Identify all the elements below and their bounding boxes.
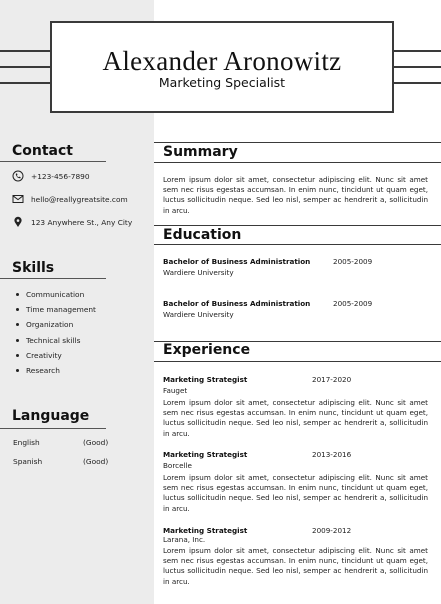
location-pin-icon: [12, 216, 24, 228]
skills-rule: [0, 278, 106, 279]
education-dates: 2005-2009: [333, 257, 373, 266]
education-degree: Bachelor of Business Administration: [163, 257, 311, 266]
skills-heading: Skills: [12, 260, 55, 276]
contact-phone: [12, 169, 90, 183]
header-line-left-3: [0, 82, 50, 84]
education-bottom-rule: [154, 244, 441, 245]
skill-item: Creativity: [16, 350, 96, 365]
phone-text: +123-456-7890: [31, 171, 90, 181]
email-icon: [12, 193, 24, 205]
summary-heading: Summary: [163, 144, 238, 160]
header-line-left-2: [0, 66, 50, 68]
experience-text: Lorem ipsum dolor sit amet, consectetur adipiscing elit. Nunc sit amet sem nec risus egestas accumsan. In enim nunc, tincidunt ut quam eget, luctus sollicitudin neque. Sed leo nisl, semper ac hendrerit a, sollicitudin in arcu.: [163, 398, 428, 438]
experience-company: Larana, Inc.: [163, 535, 206, 544]
experience-role: Marketing Strategist: [163, 450, 248, 459]
education-school: Wardiere University: [163, 268, 234, 277]
header-line-right-3: [394, 82, 441, 84]
experience-role: Marketing Strategist: [163, 375, 248, 384]
header-line-right-2: [394, 66, 441, 68]
skill-item: Technical skills: [16, 335, 96, 350]
language-level: (Good): [83, 457, 109, 466]
education-school: Wardiere University: [163, 310, 234, 319]
summary-text: Lorem ipsum dolor sit amet, consectetur adipiscing elit. Nunc sit amet sem nec risus egestas accumsan. In enim nunc, tincidunt ut quam eget, luctus sollicitudin neque. Sed leo nisl, semper ac hendrerit a, sollicitudin in arcu.: [163, 175, 428, 215]
email-text: hello@reallygreatsite.com: [31, 194, 128, 204]
summary-top-rule: [154, 142, 441, 143]
person-name: Alexander Aronowitz: [102, 46, 342, 76]
experience-text: Lorem ipsum dolor sit amet, consectetur adipiscing elit. Nunc sit amet sem nec risus egestas accumsan. In enim nunc, tincidunt ut quam eget, luctus sollicitudin neque. Sed leo nisl, semper ac hendrerit a, sollicitudin in arcu.: [163, 546, 428, 586]
experience-dates: 2009-2012: [312, 526, 352, 535]
experience-role: Marketing Strategist: [163, 526, 248, 535]
experience-dates: 2017-2020: [312, 375, 352, 384]
education-top-rule: [154, 225, 441, 226]
job-title: Marketing Specialist: [158, 75, 286, 90]
language-row: [13, 438, 113, 450]
language-heading: Language: [12, 408, 90, 424]
skill-item: Communication: [16, 289, 96, 304]
language-name: Spanish: [13, 457, 43, 466]
experience-bottom-rule: [154, 361, 441, 362]
education-degree: Bachelor of Business Administration: [163, 299, 311, 308]
experience-company: Borcelle: [163, 461, 192, 470]
experience-heading: Experience: [163, 342, 251, 358]
header-line-right-1: [394, 50, 441, 52]
skill-item: Time management: [16, 304, 96, 319]
phone-icon: [12, 170, 24, 182]
address-text: 123 Anywhere St., Any City: [31, 217, 133, 227]
education-heading: Education: [163, 227, 242, 243]
experience-dates: 2013-2016: [312, 450, 352, 459]
language-name: English: [13, 438, 40, 447]
skills-list: [16, 289, 96, 380]
experience-text: Lorem ipsum dolor sit amet, consectetur adipiscing elit. Nunc sit amet sem nec risus egestas accumsan. In enim nunc, tincidunt ut quam eget, luctus sollicitudin neque. Sed leo nisl, semper ac hendrerit a, sollicitudin in arcu.: [163, 473, 428, 513]
name-box: [50, 21, 394, 113]
language-level: (Good): [83, 438, 109, 447]
summary-bottom-rule: [154, 162, 441, 163]
skill-item: Research: [16, 365, 96, 380]
contact-email: [12, 192, 128, 206]
contact-address: [12, 215, 132, 229]
education-dates: 2005-2009: [333, 299, 373, 308]
experience-company: Fauget: [163, 386, 188, 395]
contact-rule: [0, 161, 106, 162]
contact-heading: Contact: [12, 143, 73, 159]
header-line-left-1: [0, 50, 50, 52]
skill-item: Organization: [16, 319, 96, 334]
language-rule: [0, 428, 106, 429]
language-row: [13, 457, 113, 469]
